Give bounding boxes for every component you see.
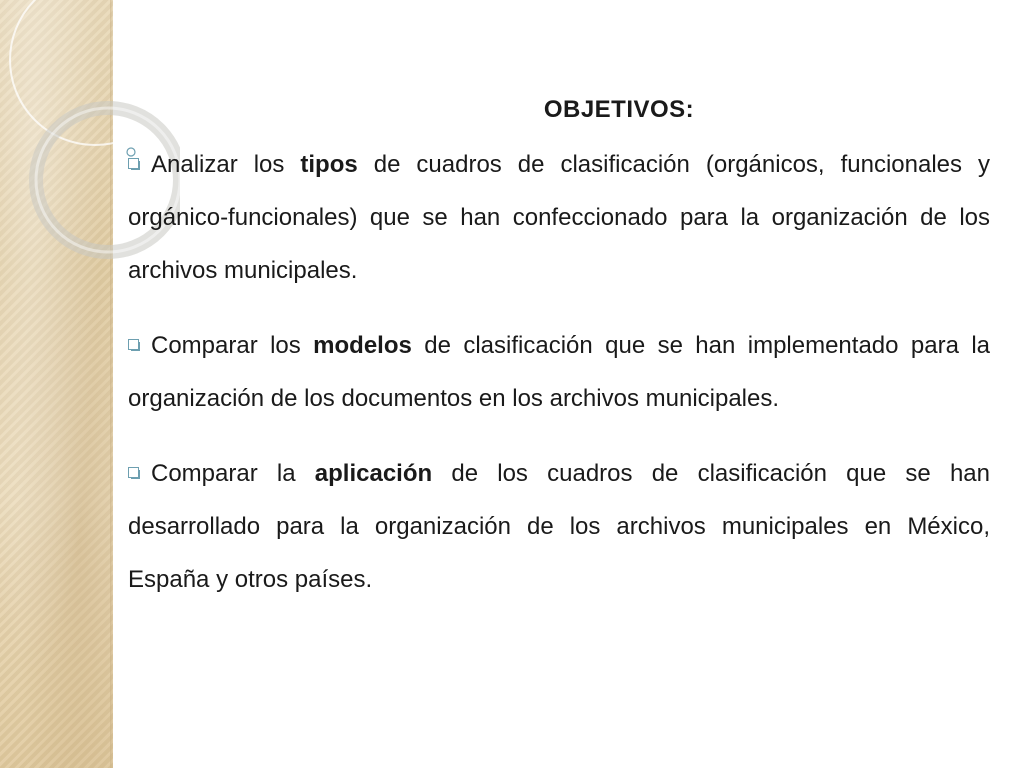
objective-keyword: tipos [300, 151, 358, 178]
objective-text-before: Comparar los [151, 332, 314, 359]
slide-title: OBJETIVOS: [543, 96, 695, 123]
objective-item-1 [128, 138, 990, 297]
objective-text-after: de cuadros de clasificación (orgánicos, funcionales y orgánico-funcionales) que se han confeccionado para la organización de los archivos municipales. [128, 151, 990, 284]
objective-text-after: de clasificación que se han implementado para la organización de los documentos en los archivos municipales. [128, 332, 990, 412]
square-bullet-icon [128, 158, 140, 170]
square-bullet-icon [128, 467, 140, 479]
objectives-content [128, 92, 990, 628]
objective-text-before: Comparar la [151, 460, 315, 487]
objective-text-after: de los cuadros de clasificación que se han desarrollado para la organización de los archivos municipales en México, España y otros países. [128, 460, 990, 593]
objective-item-2 [128, 319, 990, 425]
objective-item-3 [128, 447, 990, 606]
objective-text-before: Analizar los [151, 151, 301, 178]
square-bullet-icon [128, 339, 140, 351]
objective-keyword: aplicación [314, 460, 433, 487]
objective-keyword: modelos [313, 332, 412, 359]
